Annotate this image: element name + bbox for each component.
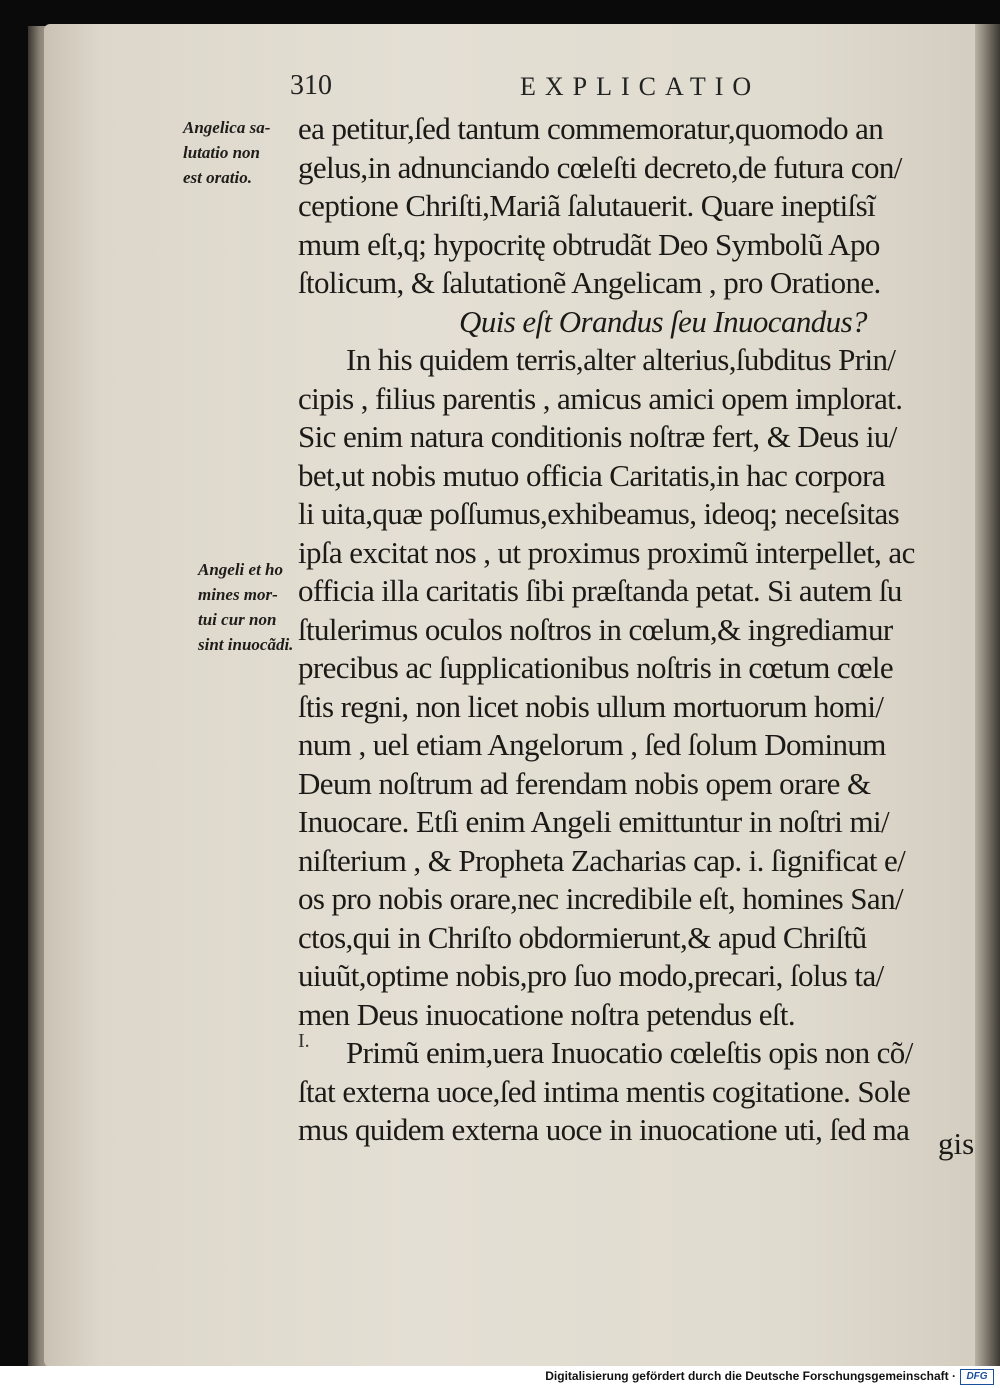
marginal-note-line: lutatio non: [183, 143, 261, 162]
text-line: officia illa caritatis ſibi præſtanda petat. Si autem ſu: [298, 573, 902, 608]
text-line: bet,ut nobis mutuo officia Caritatis,in hac corpora: [298, 457, 885, 493]
footer-bar: [0, 1366, 1000, 1388]
marginal-note: [183, 115, 270, 190]
text-line: ea petitur,ſed tantum commemoratur,quomodo an: [298, 111, 884, 146]
page-header: [0, 70, 1000, 110]
text-line: gelus,in adnunciando cœleſti decreto,de futura con/: [298, 149, 902, 185]
text-line: mum eſt,q; hypocritę obtrudãt Deo Symbolũ Apo: [298, 226, 880, 262]
text-line: uiuũt,optime nobis,pro ſuo modo,precari, ſolus ta/: [298, 958, 884, 993]
marginal-note-line: Angelica sa-: [183, 118, 271, 137]
text-line: ipſa excitat nos , ut proximus proximũ interpellet, ac: [298, 534, 915, 570]
body-text: [298, 110, 988, 1150]
text-line: Sic enim natura conditionis noſtræ fert, & Deus iu/: [298, 419, 897, 454]
section-heading: Quis eſt Orandus ſeu Inuocandus?: [459, 303, 867, 339]
marginal-note-line: mines mor-: [198, 585, 278, 604]
text-line: niſterium , & Propheta Zacharias cap. i. ſignificat e/: [298, 842, 906, 878]
text-line: li uita,quæ poſſumus,exhibeamus, ideoq; neceſsitas: [298, 496, 900, 531]
text-line: num , uel etiam Angelorum , ſed ſolum Dominum: [298, 727, 886, 762]
text-line: Inuocare. Etſi enim Angeli emittuntur in noſtri mi/: [298, 804, 890, 839]
text-line: ſtat externa uoce,ſed intima mentis cogitatione. Sole: [298, 1073, 911, 1109]
text-line: In his quidem terris,alter alterius,ſubditus Prin/: [346, 342, 896, 377]
marginal-note-line: est oratio.: [183, 168, 252, 187]
marginal-note-line: tui cur non: [198, 610, 277, 629]
text-line: mus quidem externa uoce in inuocatione uti, ſed ma: [298, 1112, 910, 1147]
dfg-logo: DFG: [960, 1369, 994, 1385]
text-line: Deum noſtrum ad ferendam nobis opem orare &: [298, 765, 871, 801]
text-line: os pro nobis orare,nec incredibile eſt, homines San/: [298, 881, 903, 916]
marginal-note: [198, 557, 293, 657]
text-line: ſtulerimus oculos noſtros in cœlum,& ingrediamur: [298, 611, 893, 647]
text-line: cipis , filius parentis , amicus amici opem implorat.: [298, 380, 903, 416]
marginal-note-line: sint inuocãdi.: [198, 635, 294, 654]
text-line: ſtolicum, & ſalutationẽ Angelicam , pro Oratione.: [298, 265, 881, 300]
marginal-note-line: Angeli et ho: [198, 560, 284, 579]
funding-credit: Digitalisierung gefördert durch die Deutsche Forschungsgemeinschaft ·: [545, 1369, 956, 1383]
text-line: ctos,qui in Chriſto obdormierunt,& apud Chriſtũ: [298, 919, 867, 955]
text-line: ſtis regni, non licet nobis ullum mortuorum homi/: [298, 688, 884, 724]
text-line: precibus ac ſupplicationibus noſtris in cœtum cœle: [298, 650, 894, 685]
text-line: Primũ enim,uera Inuocatio cœleſtis opis non cõ/: [346, 1035, 913, 1070]
page-number: 310: [290, 70, 332, 101]
catchword: gis: [938, 1126, 975, 1161]
section-marker: I.: [298, 1030, 310, 1052]
running-title: EXPLICATIO: [520, 72, 761, 101]
text-line: ceptione Chriſti,Mariã ſalutauerit. Quare ineptiſsĩ: [298, 188, 876, 223]
text-line: men Deus inuocatione noſtra petendus eſt.: [298, 996, 796, 1032]
